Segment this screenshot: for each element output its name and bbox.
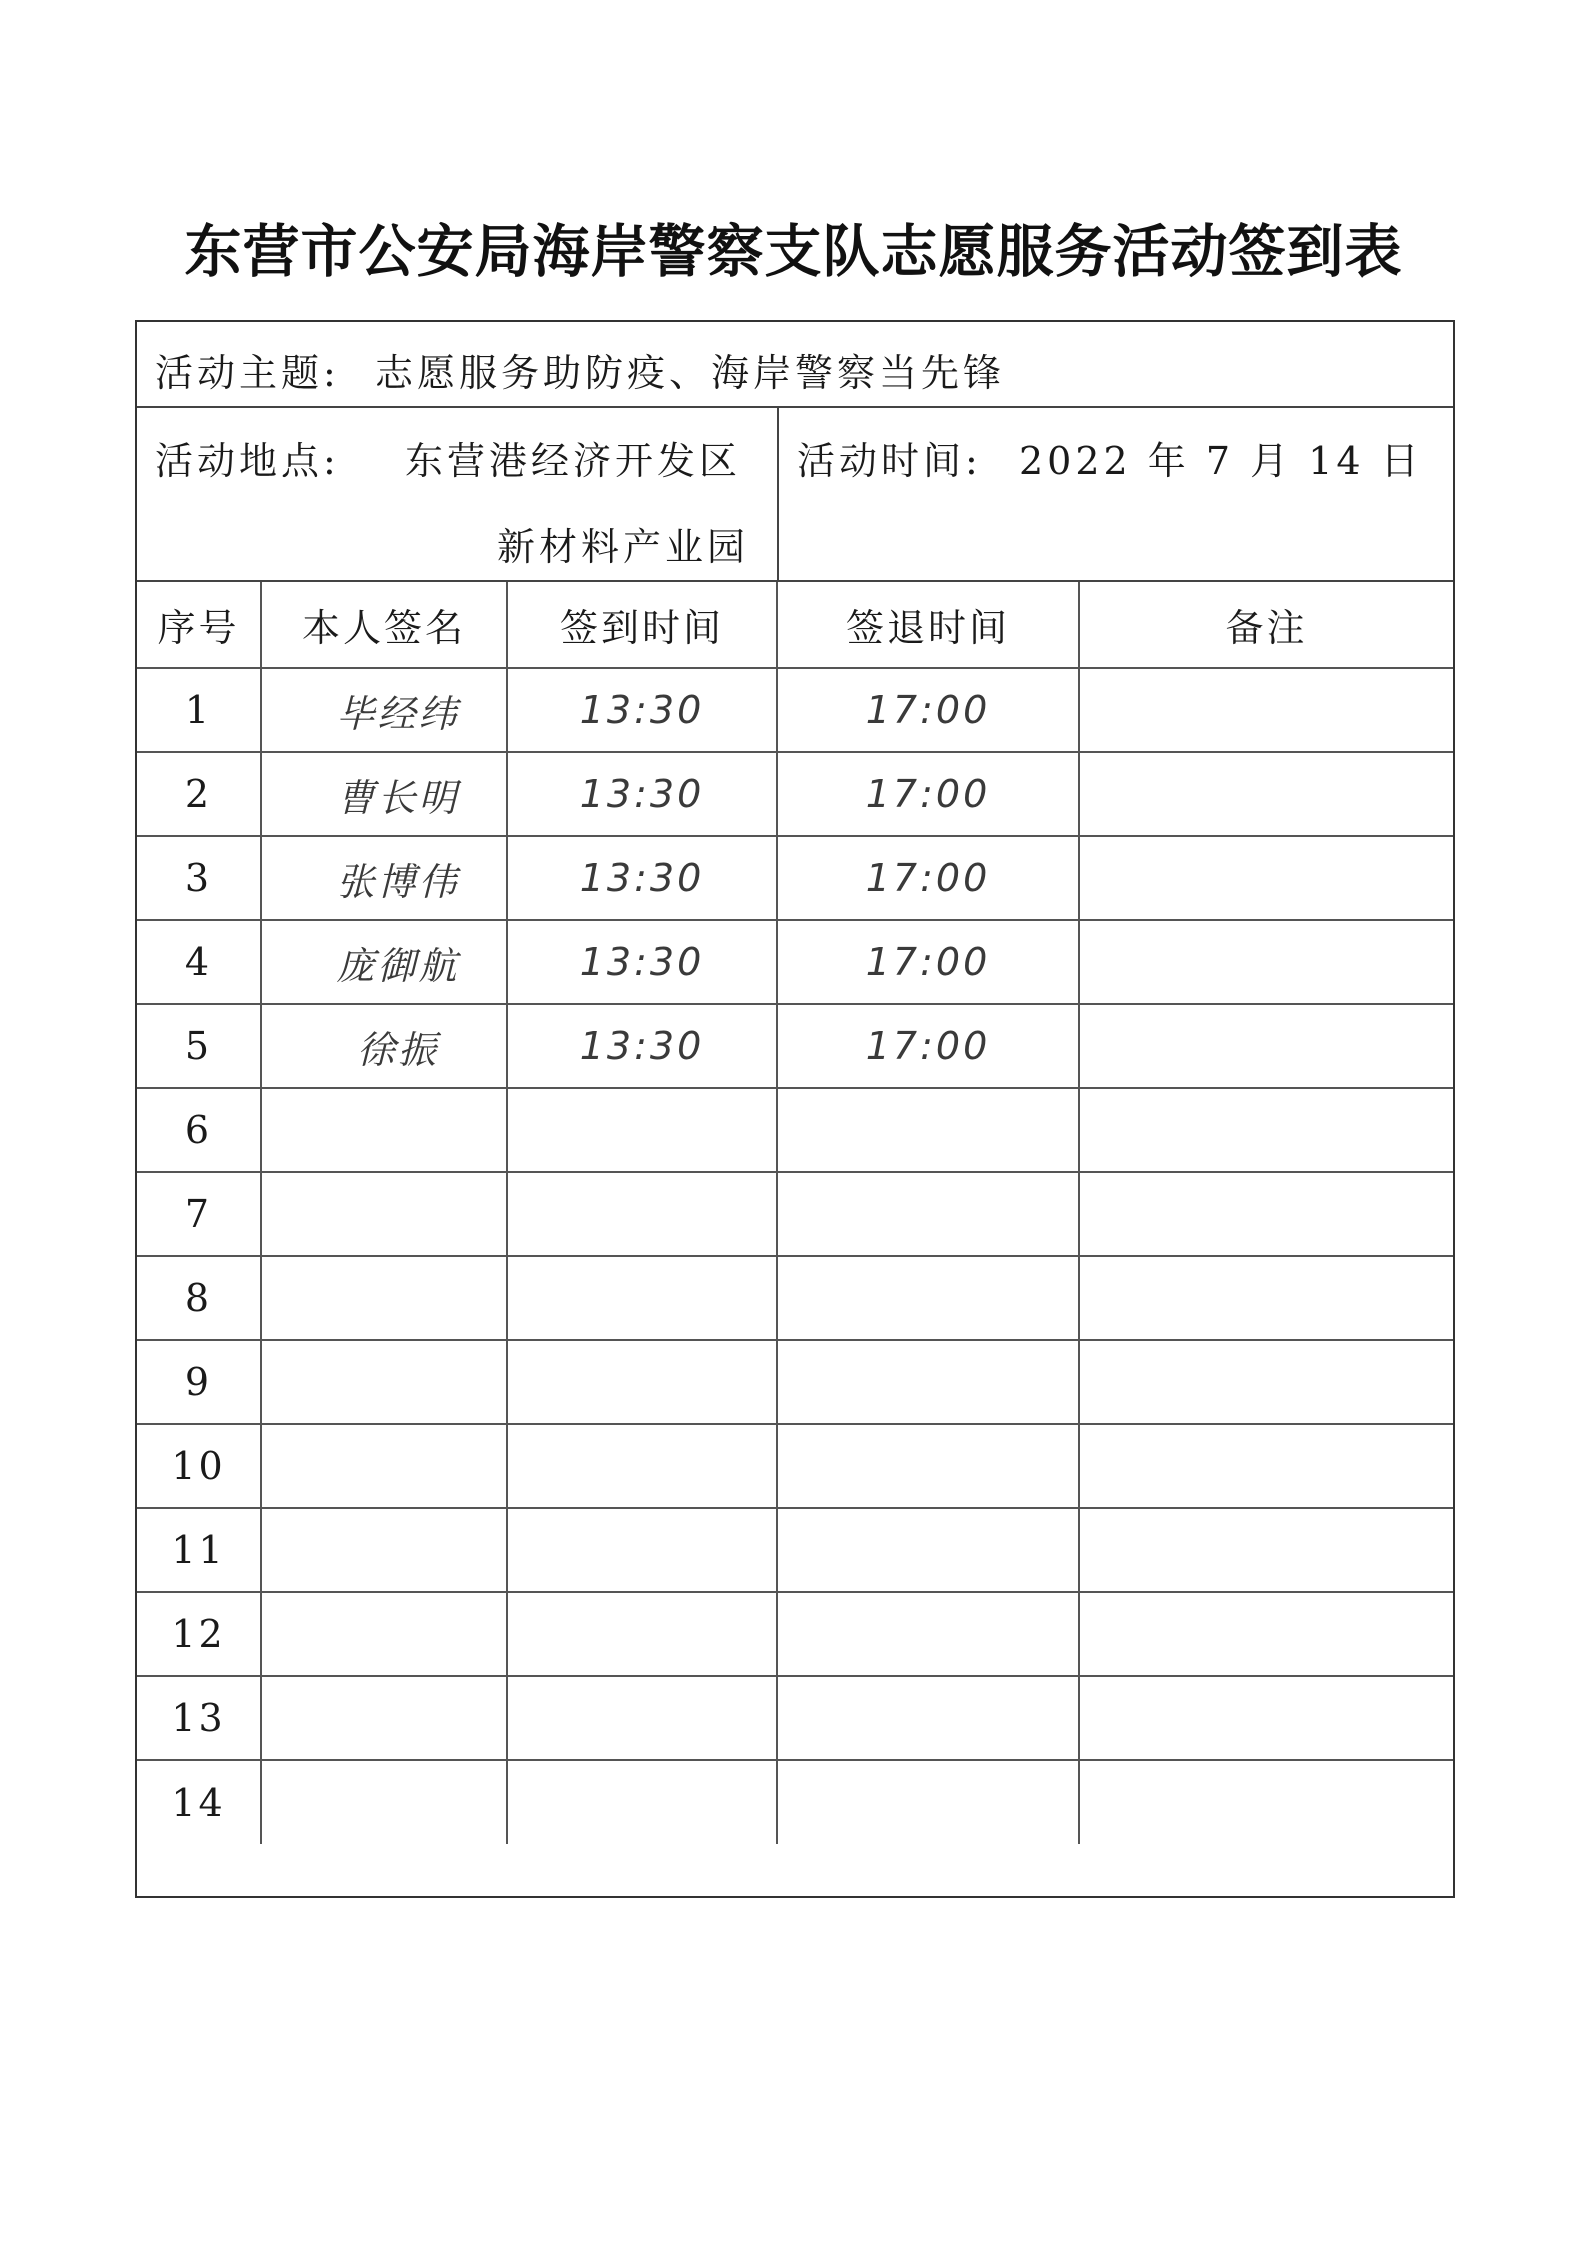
remarks-cell [1079, 836, 1453, 920]
sign-out-time-cell [777, 1172, 1079, 1256]
signature-cell [261, 1088, 507, 1172]
sign-out-time-cell [777, 1424, 1079, 1508]
signature-cell [261, 1592, 507, 1676]
table-row [137, 752, 1453, 836]
location-label: 活动地点: [155, 439, 340, 483]
remarks-cell [1079, 1004, 1453, 1088]
col-header-sign-in-time: 签到时间 [507, 582, 777, 668]
location-line2: 新材料产业园 [497, 525, 750, 569]
remarks-cell [1079, 1256, 1453, 1340]
info-row [137, 408, 1453, 582]
sign-in-time-cell [507, 1424, 777, 1508]
sign-out-time-cell: 17:00 [777, 1004, 1079, 1088]
remarks-cell [1079, 1592, 1453, 1676]
time-value: 2022 年 7 月 14 日 [1019, 439, 1423, 483]
sign-in-time-cell: 13:30 [507, 668, 777, 752]
sign-in-time-cell [507, 1676, 777, 1760]
theme-row [137, 322, 1453, 408]
info-divider [777, 408, 779, 580]
row-number: 3 [137, 836, 261, 920]
sign-in-time-cell [507, 1340, 777, 1424]
theme-label: 活动主题: [155, 351, 340, 395]
table-row [137, 1676, 1453, 1760]
table-row [137, 1760, 1453, 1844]
signature-cell: 张博伟 [261, 836, 507, 920]
row-number: 4 [137, 920, 261, 1004]
theme-value: 志愿服务助防疫、海岸警察当先锋 [375, 351, 1006, 395]
row-number: 11 [137, 1508, 261, 1592]
row-number: 12 [137, 1592, 261, 1676]
table-row [137, 836, 1453, 920]
sign-in-time-cell [507, 1760, 777, 1844]
signature-cell [261, 1424, 507, 1508]
table-header-row [137, 582, 1453, 668]
sign-in-time-cell [507, 1256, 777, 1340]
table-row [137, 1256, 1453, 1340]
sign-out-time-cell: 17:00 [777, 668, 1079, 752]
signature-cell [261, 1172, 507, 1256]
signature-cell: 曹长明 [261, 752, 507, 836]
signature-cell [261, 1340, 507, 1424]
remarks-cell [1079, 1424, 1453, 1508]
sign-in-time-cell: 13:30 [507, 752, 777, 836]
location-line1: 东营港经济开发区 [405, 439, 742, 483]
remarks-cell [1079, 1088, 1453, 1172]
sign-in-time-cell: 13:30 [507, 836, 777, 920]
row-number: 10 [137, 1424, 261, 1508]
table-row [137, 1424, 1453, 1508]
table-row [137, 1004, 1453, 1088]
table-row [137, 920, 1453, 1004]
col-header-remarks: 备注 [1079, 582, 1453, 668]
remarks-cell [1079, 668, 1453, 752]
table-row [137, 1088, 1453, 1172]
col-header-sign-out-time: 签退时间 [777, 582, 1079, 668]
table-row [137, 1592, 1453, 1676]
signature-cell [261, 1508, 507, 1592]
row-number: 6 [137, 1088, 261, 1172]
remarks-cell [1079, 920, 1453, 1004]
sign-out-time-cell [777, 1340, 1079, 1424]
sign-out-time-cell [777, 1508, 1079, 1592]
sign-in-time-cell [507, 1172, 777, 1256]
remarks-cell [1079, 1508, 1453, 1592]
row-number: 2 [137, 752, 261, 836]
time-label: 活动时间: [797, 439, 982, 483]
attendance-table [137, 582, 1453, 1844]
remarks-cell [1079, 1760, 1453, 1844]
sign-in-time-cell [507, 1592, 777, 1676]
col-header-number: 序号 [137, 582, 261, 668]
table-row [137, 1340, 1453, 1424]
remarks-cell [1079, 1340, 1453, 1424]
sign-in-form [135, 320, 1455, 1898]
sign-out-time-cell [777, 1676, 1079, 1760]
signature-cell [261, 1256, 507, 1340]
sign-out-time-cell: 17:00 [777, 752, 1079, 836]
sign-out-time-cell: 17:00 [777, 836, 1079, 920]
row-number: 8 [137, 1256, 261, 1340]
signature-cell: 毕经纬 [261, 668, 507, 752]
col-header-signature: 本人签名 [261, 582, 507, 668]
signature-cell: 徐振 [261, 1004, 507, 1088]
row-number: 5 [137, 1004, 261, 1088]
sign-out-time-cell [777, 1256, 1079, 1340]
sign-in-time-cell [507, 1508, 777, 1592]
page-title: 东营市公安局海岸警察支队志愿服务活动签到表 [184, 219, 1403, 285]
sign-in-time-cell: 13:30 [507, 1004, 777, 1088]
row-number: 13 [137, 1676, 261, 1760]
remarks-cell [1079, 1676, 1453, 1760]
row-number: 9 [137, 1340, 261, 1424]
table-row [137, 1172, 1453, 1256]
row-number: 1 [137, 668, 261, 752]
remarks-cell [1079, 1172, 1453, 1256]
signature-cell [261, 1676, 507, 1760]
sign-out-time-cell [777, 1088, 1079, 1172]
table-row [137, 668, 1453, 752]
sign-out-time-cell [777, 1592, 1079, 1676]
signature-cell: 庞御航 [261, 920, 507, 1004]
sign-in-time-cell [507, 1088, 777, 1172]
sign-out-time-cell: 17:00 [777, 920, 1079, 1004]
table-row [137, 1508, 1453, 1592]
sign-out-time-cell [777, 1760, 1079, 1844]
remarks-cell [1079, 752, 1453, 836]
signature-cell [261, 1760, 507, 1844]
sign-in-time-cell: 13:30 [507, 920, 777, 1004]
row-number: 14 [137, 1760, 261, 1844]
row-number: 7 [137, 1172, 261, 1256]
